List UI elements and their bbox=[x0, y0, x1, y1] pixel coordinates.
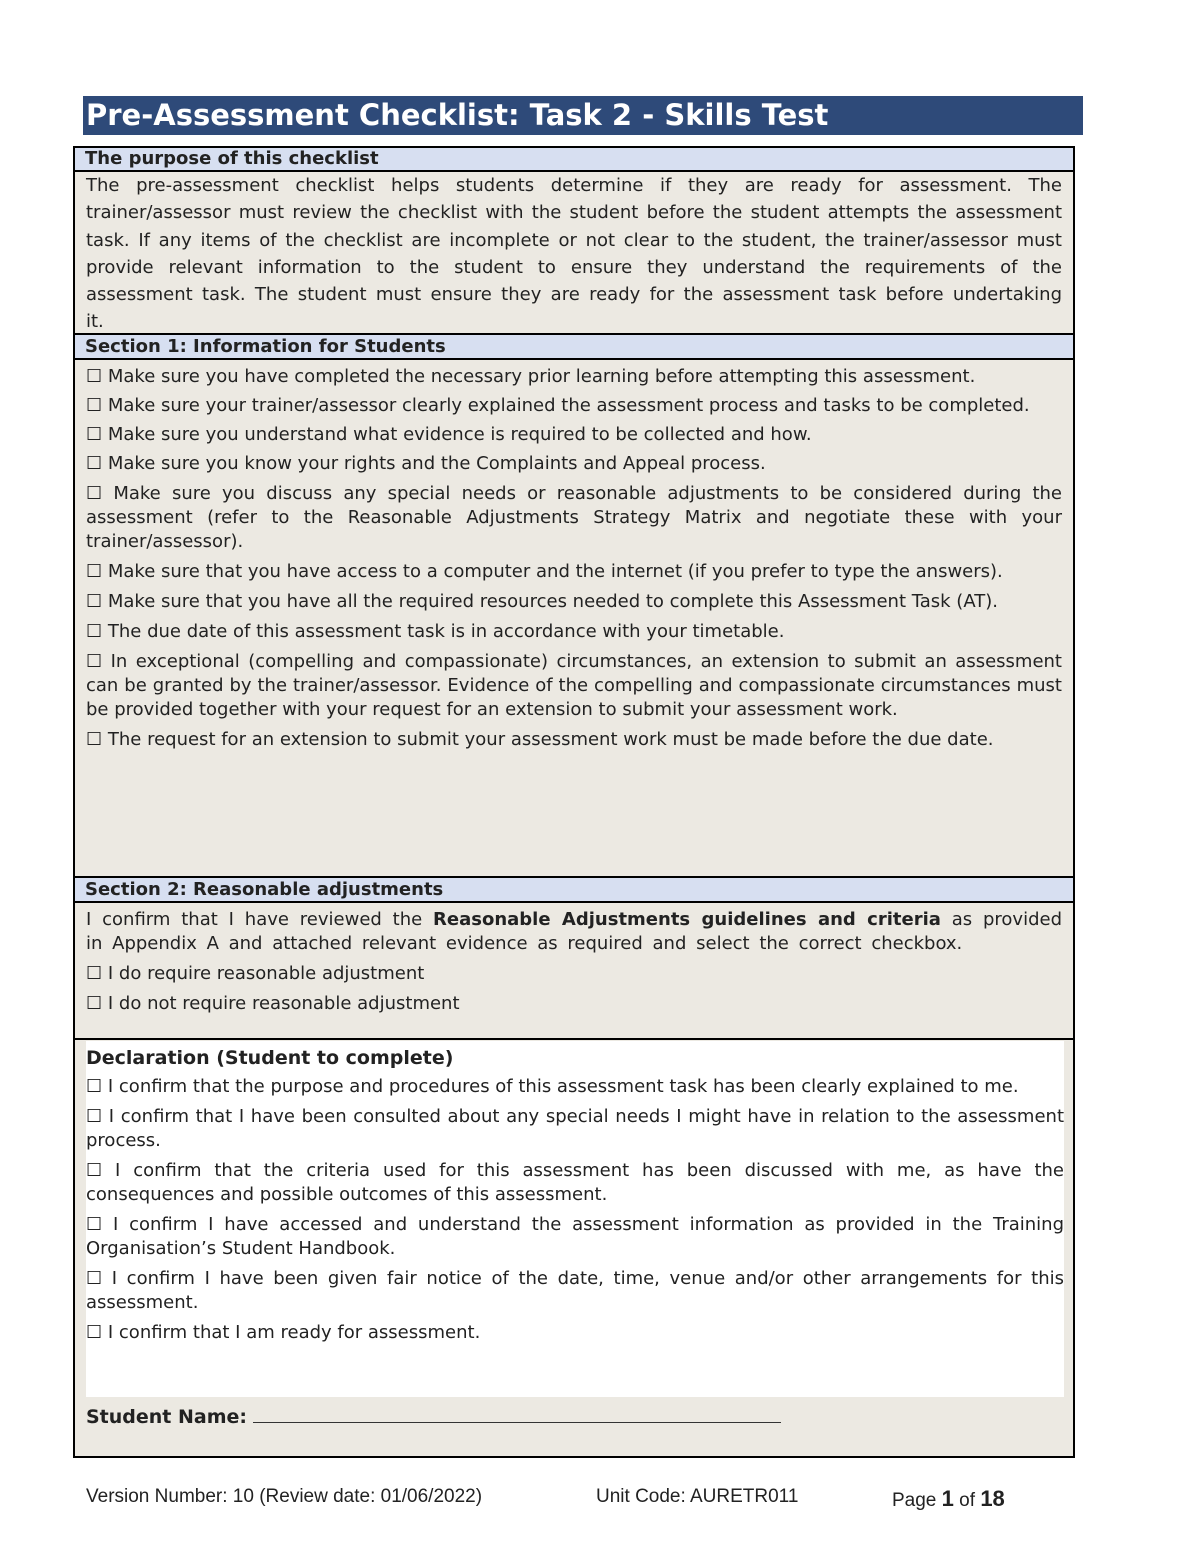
list-item: ☐ I confirm that the purpose and procedures of this assessment task has been clearly explained to me. bbox=[86, 1076, 1019, 1097]
checkbox-icon[interactable]: ☐ bbox=[86, 963, 103, 984]
guidelines-emphasis: Reasonable Adjustments guidelines and criteria bbox=[433, 909, 941, 930]
list-item: ☐ The due date of this assessment task is in accordance with your timetable. bbox=[86, 621, 785, 642]
declaration-title: Declaration (Student to complete) bbox=[86, 1047, 454, 1069]
list-item: ☐ I confirm that I am ready for assessment. bbox=[86, 1322, 481, 1343]
list-item: ☐ Make sure that you have access to a computer and the internet (if you prefer to type the answers). bbox=[86, 561, 1003, 582]
footer-version: Version Number: 10 (Review date: 01/06/2022) bbox=[86, 1486, 483, 1507]
checkbox-icon[interactable]: ☐ bbox=[86, 453, 103, 474]
list-item: ☐ I confirm that I have been consulted about any special needs I might have in relation to the assessment process. bbox=[86, 1106, 1064, 1151]
checkbox-icon[interactable]: ☐ bbox=[86, 1076, 103, 1097]
checkbox-icon[interactable]: ☐ bbox=[86, 993, 103, 1014]
declaration-panel bbox=[86, 1041, 1064, 1397]
list-item: ☐ Make sure you understand what evidence is required to be collected and how. bbox=[86, 424, 812, 445]
checkbox-icon[interactable]: ☐ bbox=[86, 1106, 103, 1127]
list-item: ☐ I confirm I have been given fair notice of the date, time, venue and/or other arrangements for this assessment. bbox=[86, 1268, 1064, 1313]
checkbox-icon[interactable]: ☐ bbox=[86, 1322, 103, 1343]
student-name-label: Student Name: bbox=[86, 1406, 248, 1428]
list-item: ☐ I confirm I have accessed and understand the assessment information as provided in the Training Organisation’s Student Handbook. bbox=[86, 1214, 1064, 1259]
page-title: Pre-Assessment Checklist: Task 2 - Skills Test bbox=[83, 96, 1083, 135]
checkbox-icon[interactable]: ☐ bbox=[86, 1160, 103, 1181]
list-item: ☐ I confirm that the criteria used for this assessment has been discussed with me, as have the consequences and possible outcomes of this assessment. bbox=[86, 1160, 1064, 1205]
checkbox-icon[interactable]: ☐ bbox=[86, 621, 103, 642]
checkbox-icon[interactable]: ☐ bbox=[86, 591, 103, 612]
purpose-header: The purpose of this checklist bbox=[75, 148, 1073, 172]
list-item: ☐ Make sure that you have all the required resources needed to complete this Assessment Task (AT). bbox=[86, 591, 998, 612]
checkbox-icon[interactable]: ☐ bbox=[86, 1268, 103, 1289]
student-name-row bbox=[86, 1404, 781, 1428]
list-item: ☐ The request for an extension to submit your assessment work must be made before the due date. bbox=[86, 729, 994, 750]
checkbox-icon[interactable]: ☐ bbox=[86, 1214, 103, 1235]
checkbox-icon[interactable]: ☐ bbox=[86, 729, 103, 750]
list-item: ☐ Make sure you know your rights and the Complaints and Appeal process. bbox=[86, 453, 766, 474]
footer-page-number: Page 1 of 18 bbox=[892, 1486, 1005, 1511]
checkbox-icon[interactable]: ☐ bbox=[86, 424, 103, 445]
section1-list bbox=[86, 365, 1062, 752]
declaration-divider bbox=[75, 1038, 1073, 1040]
list-item: ☐ Make sure your trainer/assessor clearly explained the assessment process and tasks to be completed. bbox=[86, 395, 1030, 416]
list-item: ☐ Make sure you discuss any special needs or reasonable adjustments to be considered during the assessment (refer to the Reasonable Adjustments Strategy Matrix and negotiate these with your trainer/assessor). bbox=[86, 483, 1062, 552]
section1-header: Section 1: Information for Students bbox=[75, 333, 1073, 360]
checkbox-icon[interactable]: ☐ bbox=[86, 651, 103, 672]
checkbox-icon[interactable]: ☐ bbox=[86, 395, 103, 416]
section2-header: Section 2: Reasonable adjustments bbox=[75, 876, 1073, 903]
list-item: ☐ I do not require reasonable adjustment bbox=[86, 993, 460, 1014]
checkbox-icon[interactable]: ☐ bbox=[86, 483, 103, 504]
checkbox-icon[interactable]: ☐ bbox=[86, 561, 103, 582]
checkbox-icon[interactable]: ☐ bbox=[86, 366, 103, 387]
section2-content bbox=[86, 908, 1062, 1016]
purpose-text: The pre-assessment checklist helps students determine if they are ready for assessment. The trainer/assessor must review the checklist with the student before the student attempts the assessment task. If any items of the checklist are incomplete or not clear to the student, the trainer/assessor must provide relevant information to the student to ensure they understand the requirements of the assessment task. The student must ensure they are ready for the assessment task before undertaking it. bbox=[86, 175, 1062, 333]
footer-unit-code: Unit Code: AURETR011 bbox=[596, 1486, 799, 1507]
student-name-field[interactable] bbox=[253, 1404, 781, 1423]
list-item: ☐ In exceptional (compelling and compassionate) circumstances, an extension to submit an assessment can be granted by the trainer/assessor. Evidence of the compelling and compassionate circumstances must be provided together with your request for an extension to submit your assessment work. bbox=[86, 651, 1062, 720]
list-item: ☐ I do require reasonable adjustment bbox=[86, 963, 425, 984]
list-item: ☐ Make sure you have completed the necessary prior learning before attempting this assessment. bbox=[86, 366, 976, 387]
section2-intro: I confirm that I have reviewed the Reasonable Adjustments guidelines and criteria as provided in Appendix A and attached relevant evidence as required and select the correct checkbox. bbox=[86, 909, 1063, 954]
checklist-table bbox=[73, 146, 1075, 1458]
